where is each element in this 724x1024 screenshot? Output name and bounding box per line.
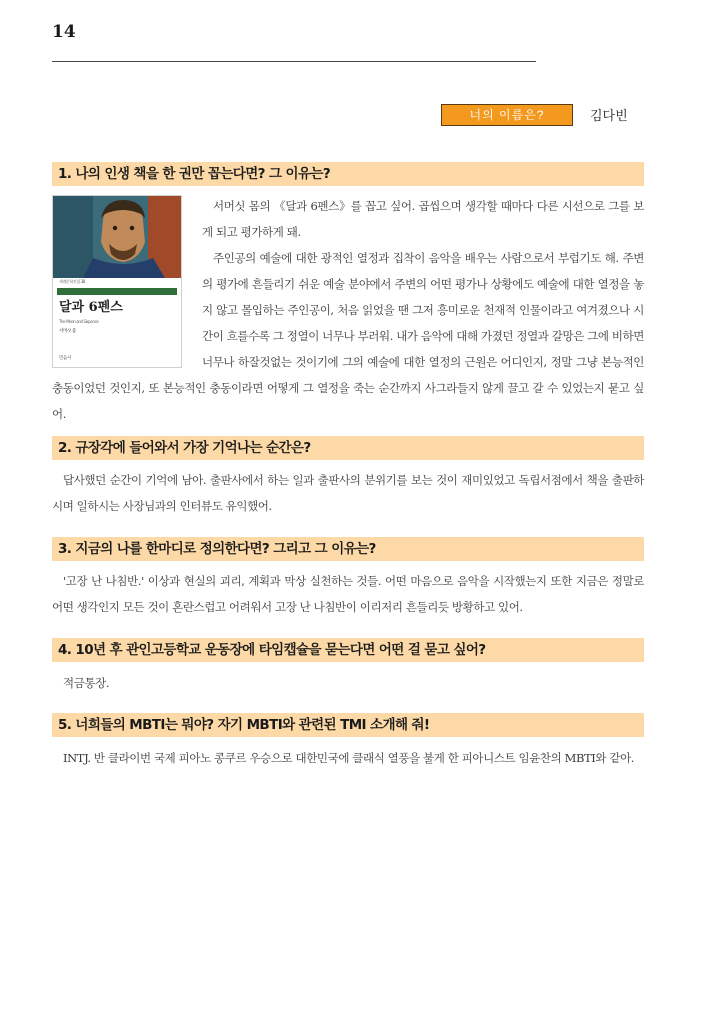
header-rule	[52, 61, 536, 62]
answer-3	[52, 568, 644, 620]
book-publisher: 민음사	[59, 356, 71, 361]
book-author: 서머싯 몸	[59, 329, 76, 334]
answer-5	[52, 745, 644, 771]
answer-1-paragraph-2: 주인공의 예술에 대한 광적인 열정과 집착이 음악을 배우는 사람으로서 부럽기도 해. 주변의 평가에 흔들리기 쉬운 예술 분야에서 주변의 어떤 평가나 상황에도 예술에 대한 열정을 놓지 않고 몰입하는 주인공이, 처음 읽었을 땐 그저 흥미로운 천재적 인물이라고 여겨졌으나 시간이 흐를수록 그 정열이 너무나 부러워. 내가 음악에 대해 가졌던 정열과 갈망은 그에 비하면 너무나 하잘것없는 것이기에 그의 예술에 대한 열정의 근원은 어디인지, 정말 그냥 본능적인 충동이었던 것인지, 또 본능적인 충동이라면 어떻게 그 열정을 죽는 순간까지 사그라들지 않게 끌고 갈 수 있었는지 묻고 싶어.	[52, 251, 644, 421]
answer-5-paragraph-1: INTJ. 반 클라이번 국제 피아노 콩쿠르 우승으로 대한민국에 클래식 열풍을 불게 한 피아니스트 임윤찬의 MBTI와 같아.	[63, 751, 635, 765]
answer-4	[52, 670, 644, 696]
question-4-title: 4. 10년 후 관인고등학교 운동장에 타임캡슐을 묻는다면 어떤 걸 묻고 싶어?	[52, 638, 644, 662]
book-cover-image	[52, 195, 182, 368]
question-2-title: 2. 규장각에 들어와서 가장 기억나는 순간은?	[52, 436, 644, 460]
answer-1	[52, 193, 644, 427]
answer-2	[52, 467, 644, 519]
question-1-title: 1. 나의 인생 책을 한 권만 꼽는다면? 그 이유는?	[52, 162, 644, 186]
author-name: 김다빈	[590, 109, 628, 124]
answer-1-paragraph-1: 서머싯 몸의 《달과 6펜스》를 꼽고 싶어. 곱씹으며 생각할 때마다 다른 시선으로 그를 보게 되고 평가하게 돼.	[202, 199, 644, 239]
answer-2-paragraph-1: 답사했던 순간이 기억에 남아. 출판사에서 하는 일과 출판사의 분위기를 보는 것이 재미있었고 독립서점에서 책을 출판하시며 일하시는 사장님과의 인터뷰도 유익했어.	[52, 473, 644, 513]
answer-3-paragraph-1: '고장 난 나침반.' 이상과 현실의 괴리, 계획과 막상 실천하는 것들. 어떤 마음으로 음악을 시작했는지 또한 지금은 정말로 어떤 생각인지 모든 것이 혼란스럽고 어려워서 고장 난 나침반이 이리저리 흔들리듯 방황하고 있어.	[52, 574, 644, 614]
question-5-title: 5. 너희들의 MBTI는 뭐야? 자기 MBTI와 관련된 TMI 소개해 줘!	[52, 713, 644, 737]
book-cover-portrait	[53, 196, 182, 278]
page-number: 14	[52, 22, 76, 42]
book-cover-bar	[57, 288, 177, 295]
book-title: 달과 6펜스	[59, 300, 123, 315]
name-badge: 너의 이름은?	[441, 104, 573, 126]
answer-4-paragraph-1: 적금통장.	[63, 676, 110, 690]
question-3-title: 3. 지금의 나를 한마디로 정의한다면? 그리고 그 이유는?	[52, 537, 644, 561]
book-series: 세계문학전집 38	[59, 279, 85, 284]
book-subtitle: The Moon and Sixpence	[59, 319, 99, 324]
